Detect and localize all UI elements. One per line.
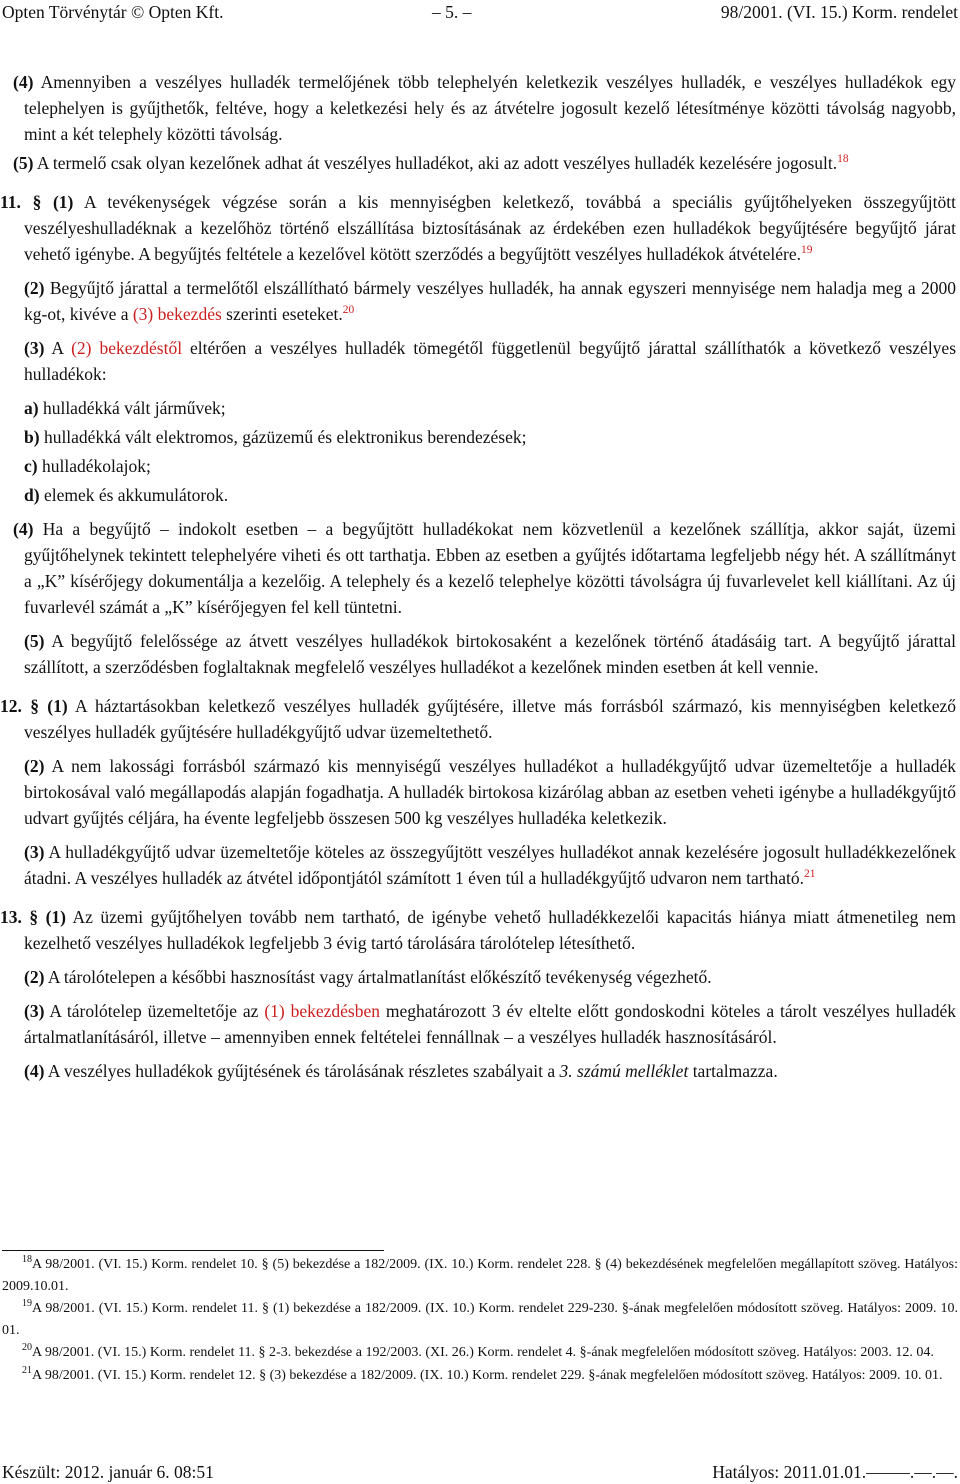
paragraph-text-continued: meghatározott 3 év eltelte előtt gondoskodni köteles a tárolt veszélyes hulladék ártalmatlanításáról, illetve – amennyiben ennek feltételei fennállnak – a veszélyes hulladék hasznosításáról.	[24, 1001, 956, 1047]
paragraph-11-2	[24, 275, 956, 327]
paragraph-text: A hulladékgyűjtő udvar üzemeltetője köteles az összegyűjtött veszélyes hulladékot annak kezelésére jogosult hulladékkezelőnek átadni. A veszélyes hulladék az átvétel időpontjától számított 1 éven túl a hulladékgyűjtő udvaron nem tartható.	[24, 842, 956, 888]
paragraph-text: A tárolótelepen a későbbi hasznosítást vagy ártalmatlanítást előkészítő tevékenység végezhető.	[47, 967, 712, 987]
paragraph-10-4	[13, 69, 956, 147]
cross-reference-link[interactable]: (3) bekezdés	[132, 304, 222, 324]
header-regulation-title: 98/2001. (VI. 15.) Korm. rendelet	[720, 2, 958, 22]
list-label: b)	[24, 427, 40, 447]
paragraph-number: (4)	[13, 72, 34, 92]
paragraph-13-4	[24, 1058, 956, 1084]
cross-reference-link[interactable]: (2) bekezdéstől	[71, 338, 183, 358]
paragraph-11-5	[24, 628, 956, 680]
paragraph-number: (1)	[47, 696, 68, 716]
paragraph-text: A nem lakossági forrásból származó kis mennyiségű veszélyes hulladékot a hulladékgyűjtő udvar üzemeltetője a hulladék birtokosával való megállapodás alapján fogadhatja. A hulladék birtokosa kizárólag abban az esetben veheti igénybe a hulladékgyűjtő udvart gyűjtés céljára, ha évente legfeljebb összesen 500 kg veszélyes hulladéka keletkezik.	[24, 756, 956, 828]
footnote-separator	[2, 1250, 384, 1251]
paragraph-text: A begyűjtő felelőssége az átvett veszélyes hulladékok birtokosaként a kezelőnek történő átadásáig tart. A begyűjtő járattal szállított, a szerződésben foglaltaknak megfelelő veszélyes hulladékot a kezelőnek minden esetben át kell vennie.	[24, 631, 956, 677]
paragraph-number: (2)	[24, 278, 45, 298]
paragraph-13-3	[24, 998, 956, 1050]
footnotes	[2, 1254, 958, 1387]
paragraph-number: (4)	[24, 1061, 45, 1081]
footnote-18	[2, 1254, 958, 1297]
paragraph-number: (3)	[24, 1001, 45, 1021]
paragraph-text: A	[51, 338, 64, 358]
section-number: 13.	[0, 907, 22, 927]
paragraph-10-5	[13, 150, 956, 176]
paragraph-12-2	[24, 753, 956, 831]
list-text: hulladékká vált járművek;	[42, 398, 226, 418]
paragraph-number: (1)	[52, 192, 74, 212]
section-sign: §	[29, 907, 39, 927]
footnote-ref-19[interactable]: 19	[801, 244, 813, 256]
paragraph-12-3	[24, 839, 956, 891]
list-label: d)	[24, 485, 40, 505]
section-12-paragraph-1	[0, 693, 957, 745]
list-text: hulladékolajok;	[41, 456, 151, 476]
footnote-ref-18[interactable]: 18	[837, 153, 849, 165]
footnote-ref-20[interactable]: 20	[342, 304, 355, 316]
list-item-a	[24, 395, 956, 421]
paragraph-13-2	[24, 964, 956, 990]
paragraph-number: (5)	[24, 631, 45, 651]
paragraph-text: A háztartásokban keletkező veszélyes hulladék gyűjtésére, illetve más forrásból származó, kis mennyiségben keletkező veszélyes hulladék gyűjtésére hulladékgyűjtő udvar üzemeltethető.	[24, 696, 957, 742]
paragraph-number: (3)	[24, 842, 45, 862]
list-label: a)	[24, 398, 39, 418]
paragraph-text: Begyűjtő járattal a termelőtől elszállítható bármely veszélyes hulladék, ha annak egyszeri mennyisége nem haladja meg a 2000 kg-ot, kivéve a	[24, 278, 957, 324]
footer-created: Készült: 2012. január 6. 08:51	[2, 1462, 214, 1482]
footnote-number: 21	[22, 1364, 32, 1376]
document-body	[0, 69, 957, 1092]
footer-effective: Hatályos: 2011.01.01.–––––.––.––.	[712, 1462, 958, 1482]
paragraph-text: A veszélyes hulladékok gyűjtésének és tárolásának részletes szabályait a	[47, 1061, 556, 1081]
paragraph-number: (5)	[13, 153, 34, 173]
footnote-text: A 98/2001. (VI. 15.) Korm. rendelet 11. § 2-3. bekezdése a 192/2003. (XI. 26.) Korm. rendelet 4. §-ának megfelelően módosított szöveg. Hatályos: 2003. 12. 04.	[32, 1345, 934, 1360]
cross-reference-link[interactable]: (1) bekezdésben	[264, 1001, 381, 1021]
paragraph-text-continued: szerinti eseteket.	[226, 304, 343, 324]
footnote-ref-21[interactable]: 21	[804, 868, 816, 880]
footnote-text: A 98/2001. (VI. 15.) Korm. rendelet 11. § (1) bekezdése a 182/2009. (IX. 10.) Korm. rendelet 229-230. §-ának megfelelően módosított szöveg. Hatályos: 2009. 10. 01.	[2, 1301, 958, 1338]
footnote-number: 18	[22, 1254, 32, 1265]
paragraph-number: (2)	[24, 756, 45, 776]
section-11-paragraph-1	[0, 189, 956, 267]
list-label: c)	[24, 456, 38, 476]
list-text: hulladékká vált elektromos, gázüzemű és elektronikus berendezések;	[43, 427, 527, 447]
list-text: elemek és akkumulátorok.	[43, 485, 229, 505]
header-page-number: – 5. –	[432, 2, 472, 22]
paragraph-text-continued: tartalmazza.	[692, 1061, 778, 1081]
paragraph-text: Ha a begyűjtő – indokolt esetben – a begyűjtött hulladékokat nem közvetlenül a kezelőnek szállítja, akkor saját, üzemi gyűjtőhelynek tekintett telephelyére viheti és ott tarthatja. Ebben az esetben a gyűjtés időtartama legfeljebb négy hét. A szállítmányt a „K” kísérőjegy dokumentálja a kezelőig. A telephely és a kezelő telephelye közötti távolságra új fuvarlevelet kell kiállítani. Az új fuvarlevél számát a „K” kísérőjegyen fel kell tüntetni.	[24, 519, 956, 617]
paragraph-number: (2)	[24, 967, 45, 987]
list-item-c	[24, 453, 956, 479]
paragraph-text: A termelő csak olyan kezelőnek adhat át veszélyes hulladékot, aki az adott veszélyes hulladék kezelésére jogosult.	[36, 153, 838, 173]
footnote-number: 20	[22, 1342, 32, 1353]
paragraph-text: A tárolótelep üzemeltetője az	[49, 1001, 259, 1021]
header-publisher: Opten Törvénytár © Opten Kft.	[2, 2, 224, 22]
section-number: 12.	[0, 696, 22, 716]
paragraph-text: Amennyiben a veszélyes hulladék termelőjének több telephelyén keletkezik veszélyes hulladék, e veszélyes hulladékok egy telephelyen is gyűjthetők, feltéve, hogy a keletkezési hely és az átvételre jogosult kezelő létesítménye közötti távolság nagyobb, mint a két telephely közötti távolság.	[24, 72, 956, 144]
paragraph-number: (1)	[45, 907, 66, 927]
list-item-d	[24, 482, 956, 508]
footnote-21	[2, 1365, 958, 1387]
paragraph-number: (3)	[24, 338, 45, 358]
list-item-b	[24, 424, 956, 450]
section-13-paragraph-1	[0, 904, 956, 956]
paragraph-number: (4)	[13, 519, 34, 539]
paragraph-text: Az üzemi gyűjtőhelyen tovább nem tartható, de igénybe vehető hulladékkezelői kapacitás hiánya miatt átmenetileg nem kezelhető veszélyes hulladékok legfeljebb 3 évig tartó tárolására tárolótelep létesíthető.	[24, 907, 956, 953]
footnote-20	[2, 1342, 958, 1364]
paragraph-text-continued: eltérően a veszélyes hulladék tömegétől függetlenül begyűjtő járattal szállíthatók a következő veszélyes hulladékok:	[24, 338, 957, 384]
paragraph-text: A tevékenységek végzése során a kis mennyiségben keletkező, továbbá a speciális gyűjtőhelyeken összegyűjtött veszélyeshulladéknak a kezelőhöz történő elszállítása biztosításának az érdekében ezen hulladékok begyűjtésére begyűjtő járat vehető igénybe. A begyűjtés feltétele a kezelővel kötött szerződés a begyűjtött veszélyes hulladékok átvételére.	[24, 192, 956, 264]
section-number: 11.	[0, 192, 21, 212]
paragraph-11-3	[24, 335, 956, 387]
section-sign: §	[30, 696, 39, 716]
footnote-text: A 98/2001. (VI. 15.) Korm. rendelet 12. § (3) bekezdése a 182/2009. (IX. 10.) Korm. rendelet 229. §-ának megfelelően módosított szöveg. Hatályos: 2009. 10. 01.	[32, 1367, 943, 1383]
footnote-19	[2, 1298, 958, 1341]
paragraph-11-4	[13, 516, 956, 620]
footnote-number: 19	[22, 1298, 32, 1309]
footnote-text: A 98/2001. (VI. 15.) Korm. rendelet 10. § (5) bekezdése a 182/2009. (IX. 10.) Korm. rendelet 228. § (4) bekezdésének megfelelően megállapított szöveg. Hatályos: 2009.10.01.	[2, 1257, 958, 1294]
annex-reference: 3. számú melléklet	[559, 1061, 689, 1081]
section-sign: §	[32, 192, 42, 212]
